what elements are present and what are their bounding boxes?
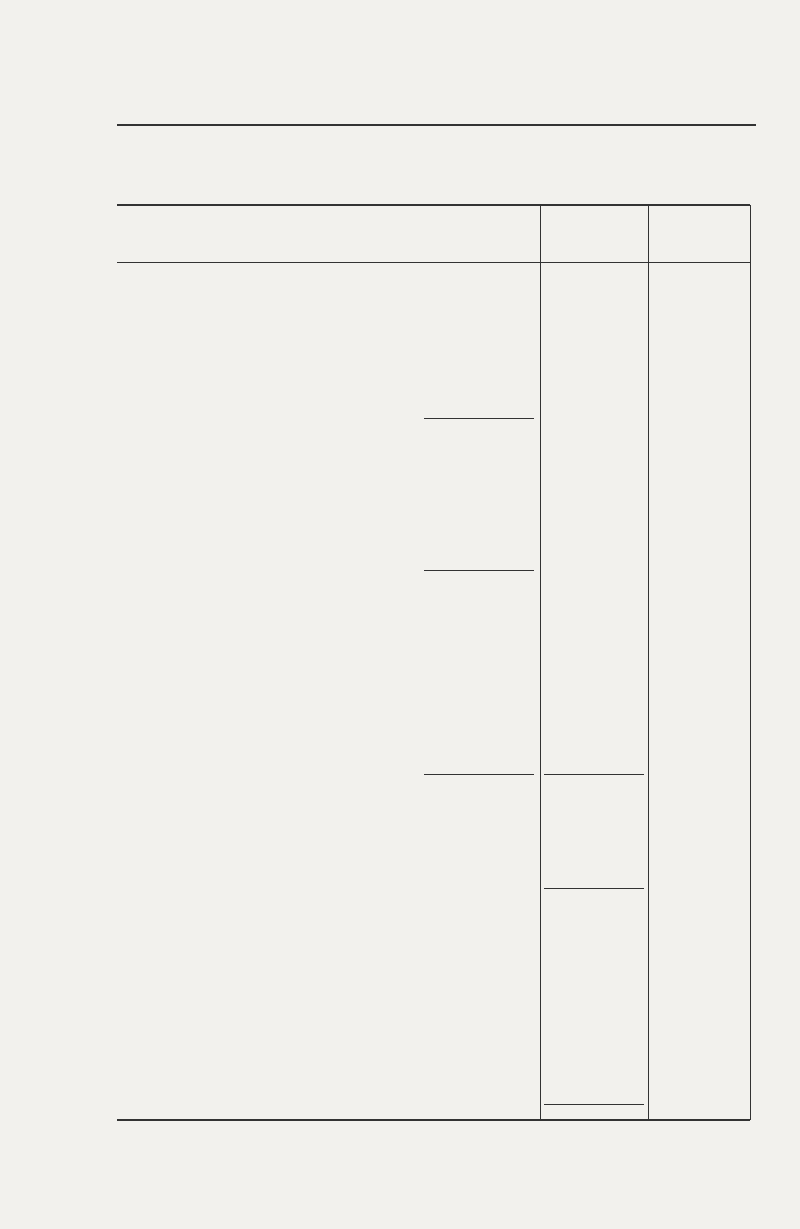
header-bottom-rule <box>117 262 750 263</box>
col-divider-total <box>648 205 649 1120</box>
subtotal-rule <box>424 774 534 775</box>
subtotal-rule <box>424 570 534 571</box>
table-bottom-rule <box>117 1119 750 1121</box>
subtotal-rule <box>544 774 644 775</box>
subtotal-rule <box>544 888 644 889</box>
col-divider-right <box>750 205 751 1120</box>
table-top-rule <box>117 204 750 206</box>
subtotal-rule <box>544 1104 644 1105</box>
header-rule <box>117 124 756 126</box>
subtotal-rule <box>424 418 534 419</box>
col-divider-amount <box>540 205 541 1120</box>
